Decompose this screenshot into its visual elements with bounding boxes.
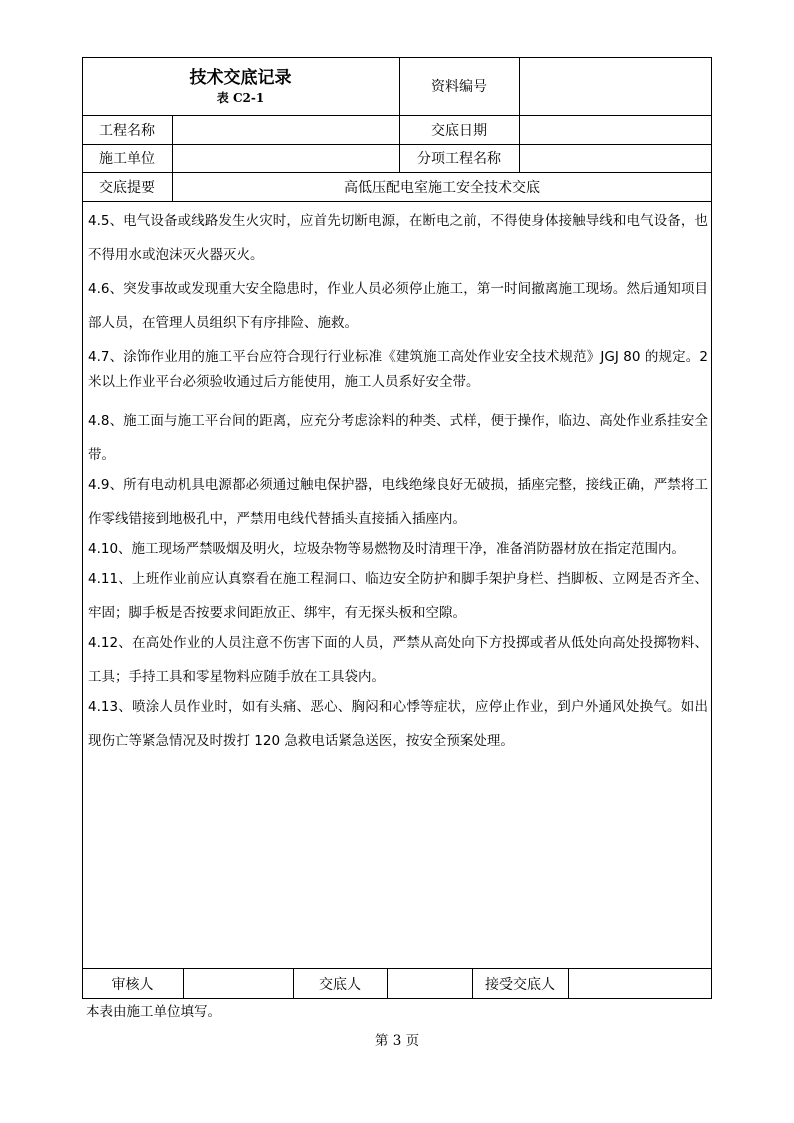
project-name-label: 工程名称	[99, 122, 155, 139]
form-note: 本表由施工单位填写。	[86, 1004, 221, 1020]
construction-unit-field[interactable]	[172, 144, 399, 172]
doc-number-field[interactable]	[519, 57, 712, 115]
project-name-field[interactable]	[172, 115, 399, 144]
form-number: 表 C2-1	[216, 90, 265, 105]
content-paragraph: 4.12、在高处作业的人员注意不伤害下面的人员，严禁从高处向下方投掷或者从低处向高处投掷物料、工具；手持工具和零星物料应随手放在工具袋内。	[88, 635, 708, 685]
doc-number-label: 资料编号	[431, 79, 487, 95]
receiver-field[interactable]	[568, 968, 712, 999]
discloser-label: 交底人	[319, 976, 361, 993]
content-paragraph: 4.11、上班作业前应认真察看在施工程洞口、临边安全防护和脚手架护身栏、挡脚板、立网是否齐全、牢固；脚手板是否按要求间距放正、绑牢，有无探头板和空隙。	[88, 571, 708, 621]
content-paragraph: 4.6、突发事故或发现重大安全隐患时，作业人员必须停止施工，第一时间撤离施工现场。然后通知项目部人员，在管理人员组织下有序排险、施救。	[88, 281, 708, 331]
form-title: 技术交底记录	[189, 67, 292, 88]
row-divider	[82, 201, 712, 202]
content-paragraph: 4.9、所有电动机具电源都必须通过触电保护器，电线绝缘良好无破损，插座完整，接线正确，严禁将工作零线错接到地极孔中，严禁用电线代替插头直接插入插座内。	[88, 477, 708, 527]
summary-label: 交底提要	[99, 179, 155, 196]
reviewer-label: 审核人	[111, 976, 154, 993]
page-number: 第 3 页	[374, 1033, 420, 1049]
subproject-name-field[interactable]	[519, 144, 712, 172]
summary-field[interactable]: 高低压配电室施工安全技术交底	[344, 179, 540, 196]
content-paragraph: 4.8、施工面与施工平台间的距离，应充分考虑涂料的种类、式样，便于操作，临边、高处作业系挂安全带。	[88, 413, 708, 463]
content-paragraph: 4.5、电气设备或线路发生火灾时，应首先切断电源，在断电之前，不得使身体接触导线和电气设备，也不得用水或泡沫灭火器灭火。	[88, 213, 708, 263]
receiver-label: 接受交底人	[485, 976, 555, 993]
discloser-field[interactable]	[387, 968, 472, 999]
disclosure-date-field[interactable]	[519, 115, 712, 144]
reviewer-field[interactable]	[183, 968, 293, 999]
content-paragraph: 4.13、喷涂人员作业时，如有头痛、恶心、胸闷和心悸等症状，应停止作业，到户外通风处换气。如出现伤亡等紧急情况及时拨打 120 急救电话紧急送医，按安全预案处理。	[88, 699, 708, 749]
disclosure-content	[88, 204, 708, 758]
content-paragraph: 4.7、涂饰作业用的施工平台应符合现行行业标准《建筑施工高处作业安全技术规范》JGJ 80 的规定。2米以上作业平台必须验收通过后方能使用，施工人员系好安全带。	[88, 349, 708, 390]
disclosure-date-label: 交底日期	[431, 122, 487, 139]
construction-unit-label: 施工单位	[99, 151, 155, 167]
subproject-name-label: 分项工程名称	[417, 151, 501, 167]
content-paragraph: 4.10、施工现场严禁吸烟及明火，垃圾杂物等易燃物及时清理干净，准备消防器材放在指定范围内。	[88, 541, 686, 557]
